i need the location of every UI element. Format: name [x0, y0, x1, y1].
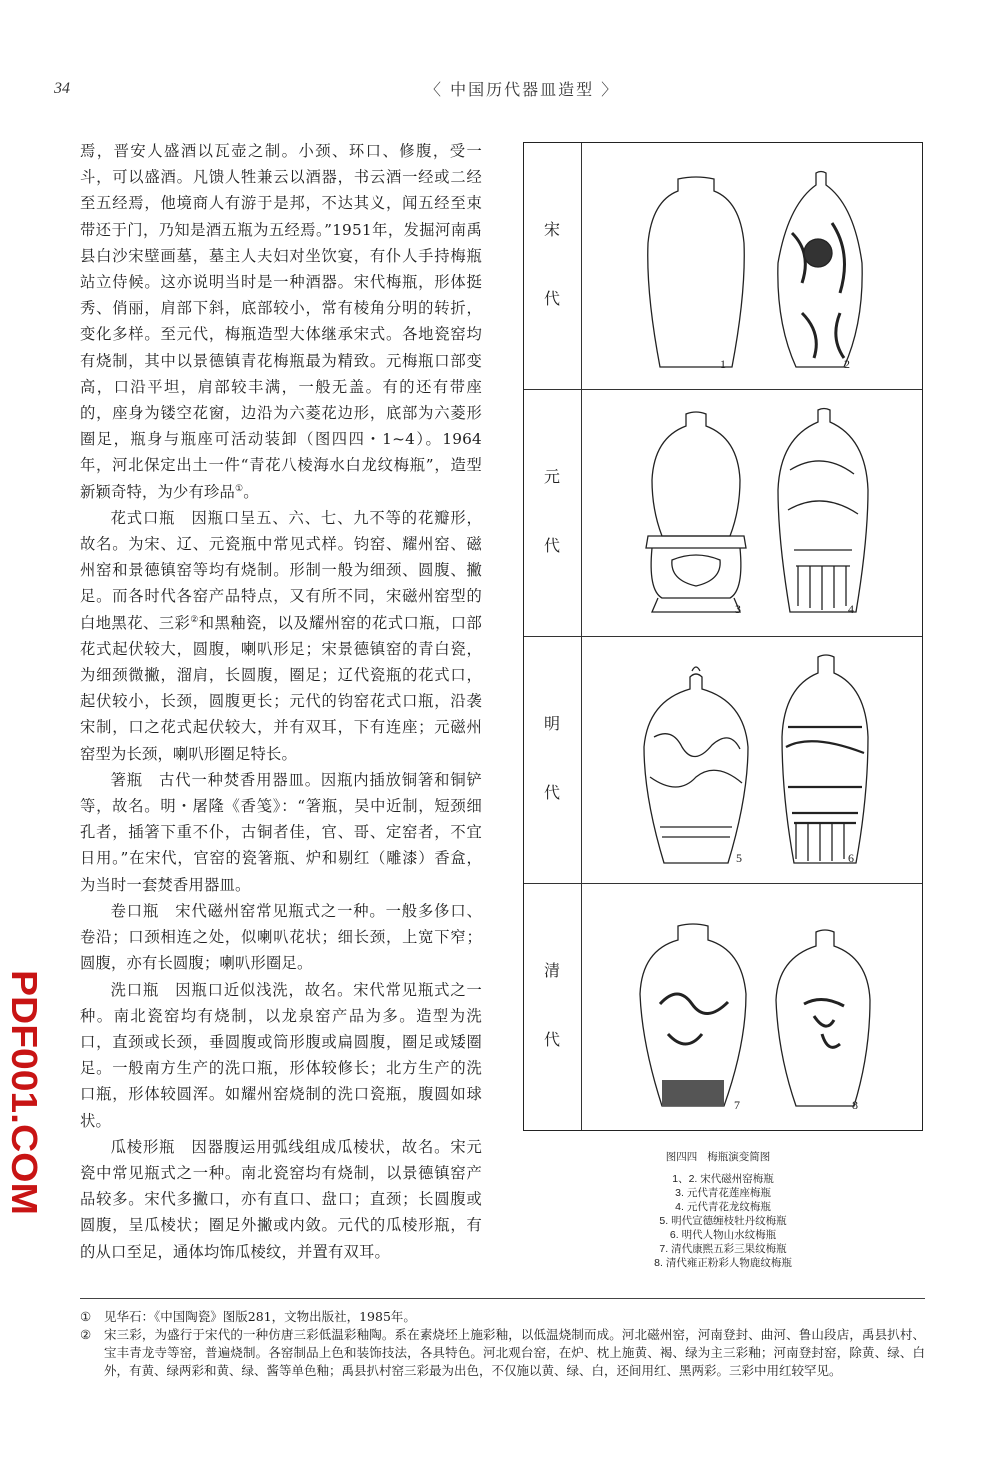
caption-line: 8. 清代雍正粉彩人物鹿纹梅瓶	[654, 1257, 792, 1269]
paragraph: 箸瓶 古代一种焚香用器皿。因瓶内插放铜箸和铜铲等，故名。明・屠隆《香笺》：“箸瓶，吴中近制，短颈细孔者，插箸下重不仆，古铜者佳，官、哥、定窑者，不宜日用。”在宋代，官窑的瓷箸瓶、炉和剔红（雕漆）香盒，为当时一套焚香用器皿。	[80, 770, 482, 894]
vase-number: 8	[852, 1098, 858, 1112]
figure-label: 图四四	[665, 1151, 698, 1163]
vase-area	[582, 143, 922, 389]
footnote-ref[interactable]: ①	[234, 483, 244, 494]
paragraph-text: 花式口瓶 因瓶口呈五、六、七、九不等的花瓣形，故名。为宋、辽、元瓷瓶中常见式样。钧窑、耀州窑、磁州窑和景德镇窑等均有烧制。形制一般为细颈、圆腹、撇足。而各时代各窑产品特点，又有所不同，宋磁州窑型的白地黑花、三彩	[80, 508, 482, 632]
paragraph: 焉，晋安人盛酒以瓦壶之制。小颈、环口、修腹，受一斗，可以盛酒。凡馈人牲兼云以酒器，书云酒一经或二经至五经焉，他境商人有游于是邦，不达其义，闻五经至束带还于门，乃知是酒五瓶为五经焉。”1951年，发掘河南禹县白沙宋壁画墓，墓主人夫妇对坐饮宴，有仆人手持梅瓶站立侍候。这亦说明当时是一种酒器。宋代梅瓶，形体挺秀、俏丽，肩部下斜，底部较小，常有棱角分明的转折，变化多样。至元代，梅瓶造型大体继承宋式。各地瓷窑均有烧制，其中以景德镇青花梅瓶最为精致。元梅瓶口部变高，口沿平坦，肩部较丰满，一般无盖。有的还有带座的，座身为镂空花窗，边沿为六菱花边形，底部为六菱形圈足，瓶身与瓶座可活动装卸（图四四・1~4）。1964年，河北保定出土一件“青花八棱海水白龙纹梅瓶”，造型新颖奇特，为少有珍品①。	[80, 142, 482, 501]
vase-5-drawing	[644, 674, 748, 863]
vase-number: 6	[848, 851, 854, 865]
era-char: 元	[544, 466, 561, 486]
figure-caption-title	[523, 1150, 923, 1164]
page-number: 34	[54, 80, 70, 97]
era-row-qing	[524, 884, 922, 1130]
vase-number: 2	[844, 357, 850, 371]
watermark-text: PDF001.COM	[4, 970, 45, 1197]
footnote-mark: ②	[80, 1327, 92, 1342]
vase-6-drawing	[782, 655, 868, 863]
footnote-text: 宋三彩，为盛行于宋代的一种仿唐三彩低温彩釉陶。系在素烧坯上施彩釉，以低温烧制而成。河北磁州窑，河南登封、曲河、鲁山段店，禹县扒村、宝丰青龙寺等窑，普遍烧制。各窑制品上色和装饰技法，各具特色。河北观台窑，在炉、枕上施黄、褐、绿为主三彩釉；河南登封窑，除黄、绿、白外，有黄、绿两彩和黄、绿、酱等单色釉；禹县扒村窑三彩最为出色，不仅施以黄、绿、白，还间用红、黑两彩。三彩中用红较罕见。	[104, 1327, 925, 1378]
era-label	[524, 143, 582, 389]
era-row-ming	[524, 637, 922, 884]
vase-1-drawing	[648, 177, 745, 367]
caption-line: 4. 元代青花龙纹梅瓶	[675, 1201, 771, 1213]
vase-number: 3	[735, 602, 741, 616]
vase-area	[582, 390, 922, 636]
paragraph: 瓜棱形瓶 因器腹运用弧线组成瓜棱状，故名。宋元瓷中常见瓶式之一种。南北瓷窑均有烧制，以景德镇窑产品较多。宋代多撇口，亦有直口、盘口；直颈；长圆腹或圆腹，呈瓜棱状；圈足外撇或内敛。元代的瓜棱形瓶，有的从口至足，通体均饰瓜棱纹，并置有双耳。	[80, 1137, 482, 1261]
paragraph: 卷口瓶 宋代磁州窑常见瓶式之一种。一般多侈口、卷沿；口颈相连之处，似喇叭花状；细长颈，上宽下窄；圆腹，亦有长圆腹；喇叭形圈足。	[80, 901, 482, 973]
footnote-ref[interactable]: ②	[190, 614, 199, 625]
body-text	[80, 138, 482, 1265]
caption-line: 3. 元代青花莲座梅瓶	[675, 1187, 771, 1199]
footnote	[80, 1326, 925, 1380]
era-char: 明	[544, 713, 561, 733]
paragraph-text: 和黑釉瓷，以及耀州窑的花式口瓶，口部花式起伏较大，圆腹，喇叭形足；宋景德镇窑的青白瓷，为细颈微撇，溜肩，长圆腹，圈足；辽代瓷瓶的花式口，起伏较小，长颈，圆腹更长；元代的钧窑花式口瓶，沿袭宋制，口之花式起伏较大，并有双耳，下有连座；元磁州窑型为长颈，喇叭形圈足特长。	[80, 613, 482, 763]
vase-8-drawing	[776, 930, 870, 1106]
vase-3-drawing	[652, 412, 740, 536]
vase-area	[582, 884, 922, 1130]
caption-line: 1、2. 宋代磁州窑梅瓶	[672, 1173, 774, 1185]
era-row-song	[524, 143, 922, 390]
figure-table	[523, 142, 923, 1131]
vase-illustrations-ming	[582, 637, 922, 883]
vase-2-drawing	[778, 172, 862, 368]
vase-area	[582, 637, 922, 883]
caption-line: 6. 明代人物山水纹梅瓶	[669, 1229, 777, 1241]
caption-line: 5. 明代宣德缠枝牡丹纹梅瓶	[659, 1215, 787, 1227]
running-head: 〈 中国历代器皿造型 〉	[425, 80, 620, 99]
figure-caption	[523, 1150, 923, 1270]
vase-illustrations-song	[582, 143, 922, 389]
era-char: 宋	[544, 219, 561, 239]
era-row-yuan	[524, 390, 922, 637]
vase-illustrations-qing	[582, 884, 922, 1129]
footnote	[80, 1308, 925, 1326]
figure-title: 梅瓶演变简图	[707, 1151, 771, 1163]
era-label	[524, 884, 582, 1130]
paragraph	[80, 505, 482, 767]
era-label	[524, 390, 582, 636]
era-char: 代	[544, 1029, 561, 1049]
era-char: 清	[544, 960, 561, 980]
footnote-text: 见华石：《中国陶瓷》图版281，文物出版社，1985年。	[104, 1309, 416, 1324]
vase-number: 1	[720, 357, 726, 371]
footnote-mark: ①	[80, 1309, 92, 1324]
footnote-rule	[80, 1298, 925, 1299]
vase-number: 5	[736, 851, 742, 865]
era-label	[524, 637, 582, 883]
era-char: 代	[544, 535, 561, 555]
vase-7-drawing	[640, 924, 746, 1106]
era-char: 代	[544, 288, 561, 308]
paragraph-text: 焉，晋安人盛酒以瓦壶之制。小颈、环口、修腹，受一斗，可以盛酒。凡馈人牲兼云以酒器，书云酒一经或二经至五经焉，他境商人有游于是邦，不达其义，闻五经至束带还于门，乃知是酒五瓶为五经焉。”1951年，发掘河南禹县白沙宋壁画墓，墓主人夫妇对坐饮宴，有仆人手持梅瓶站立侍候。这亦说明当时是一种酒器。宋代梅瓶，形体挺秀、俏丽，肩部下斜，底部较小，常有棱角分明的转折，变化多样。至元代，梅瓶造型大体继承宋式。各地瓷窑均有烧制，其中以景德镇青花梅瓶最为精致。元梅瓶口部变高，口沿平坦，肩部较丰满，一般无盖。有的还有带座的，座身为镂空花窗，边沿为六菱花边形，底部为六菱形圈足，瓶身与瓶座可活动装卸（图四四・1~4）。1964年，河北保定出土一件“青花八棱海水白龙纹梅瓶”，造型新颖奇特，为少有珍品	[80, 142, 482, 501]
footnotes	[80, 1308, 925, 1380]
vase-number: 7	[734, 1098, 740, 1112]
vase-number: 4	[848, 602, 854, 616]
era-char: 代	[544, 782, 561, 802]
paragraph: 洗口瓶 因瓶口近似浅洗，故名。宋代常见瓶式之一种。南北瓷窑均有烧制，以龙泉窑产品为多。造型为洗口，直颈或长颈，垂圆腹或筒形腹或扁圆腹，圈足或矮圈足。一般南方生产的洗口瓶，形体较修长；北方生产的洗口瓶，形体较圆浑。如耀州窑烧制的洗口瓷瓶，腹圆如球状。	[80, 980, 482, 1130]
vase-4-drawing	[778, 409, 868, 613]
caption-line: 7. 清代康熙五彩三果纹梅瓶	[659, 1243, 787, 1255]
vase-illustrations-yuan	[582, 390, 922, 636]
watermark-logo	[2, 970, 45, 1220]
